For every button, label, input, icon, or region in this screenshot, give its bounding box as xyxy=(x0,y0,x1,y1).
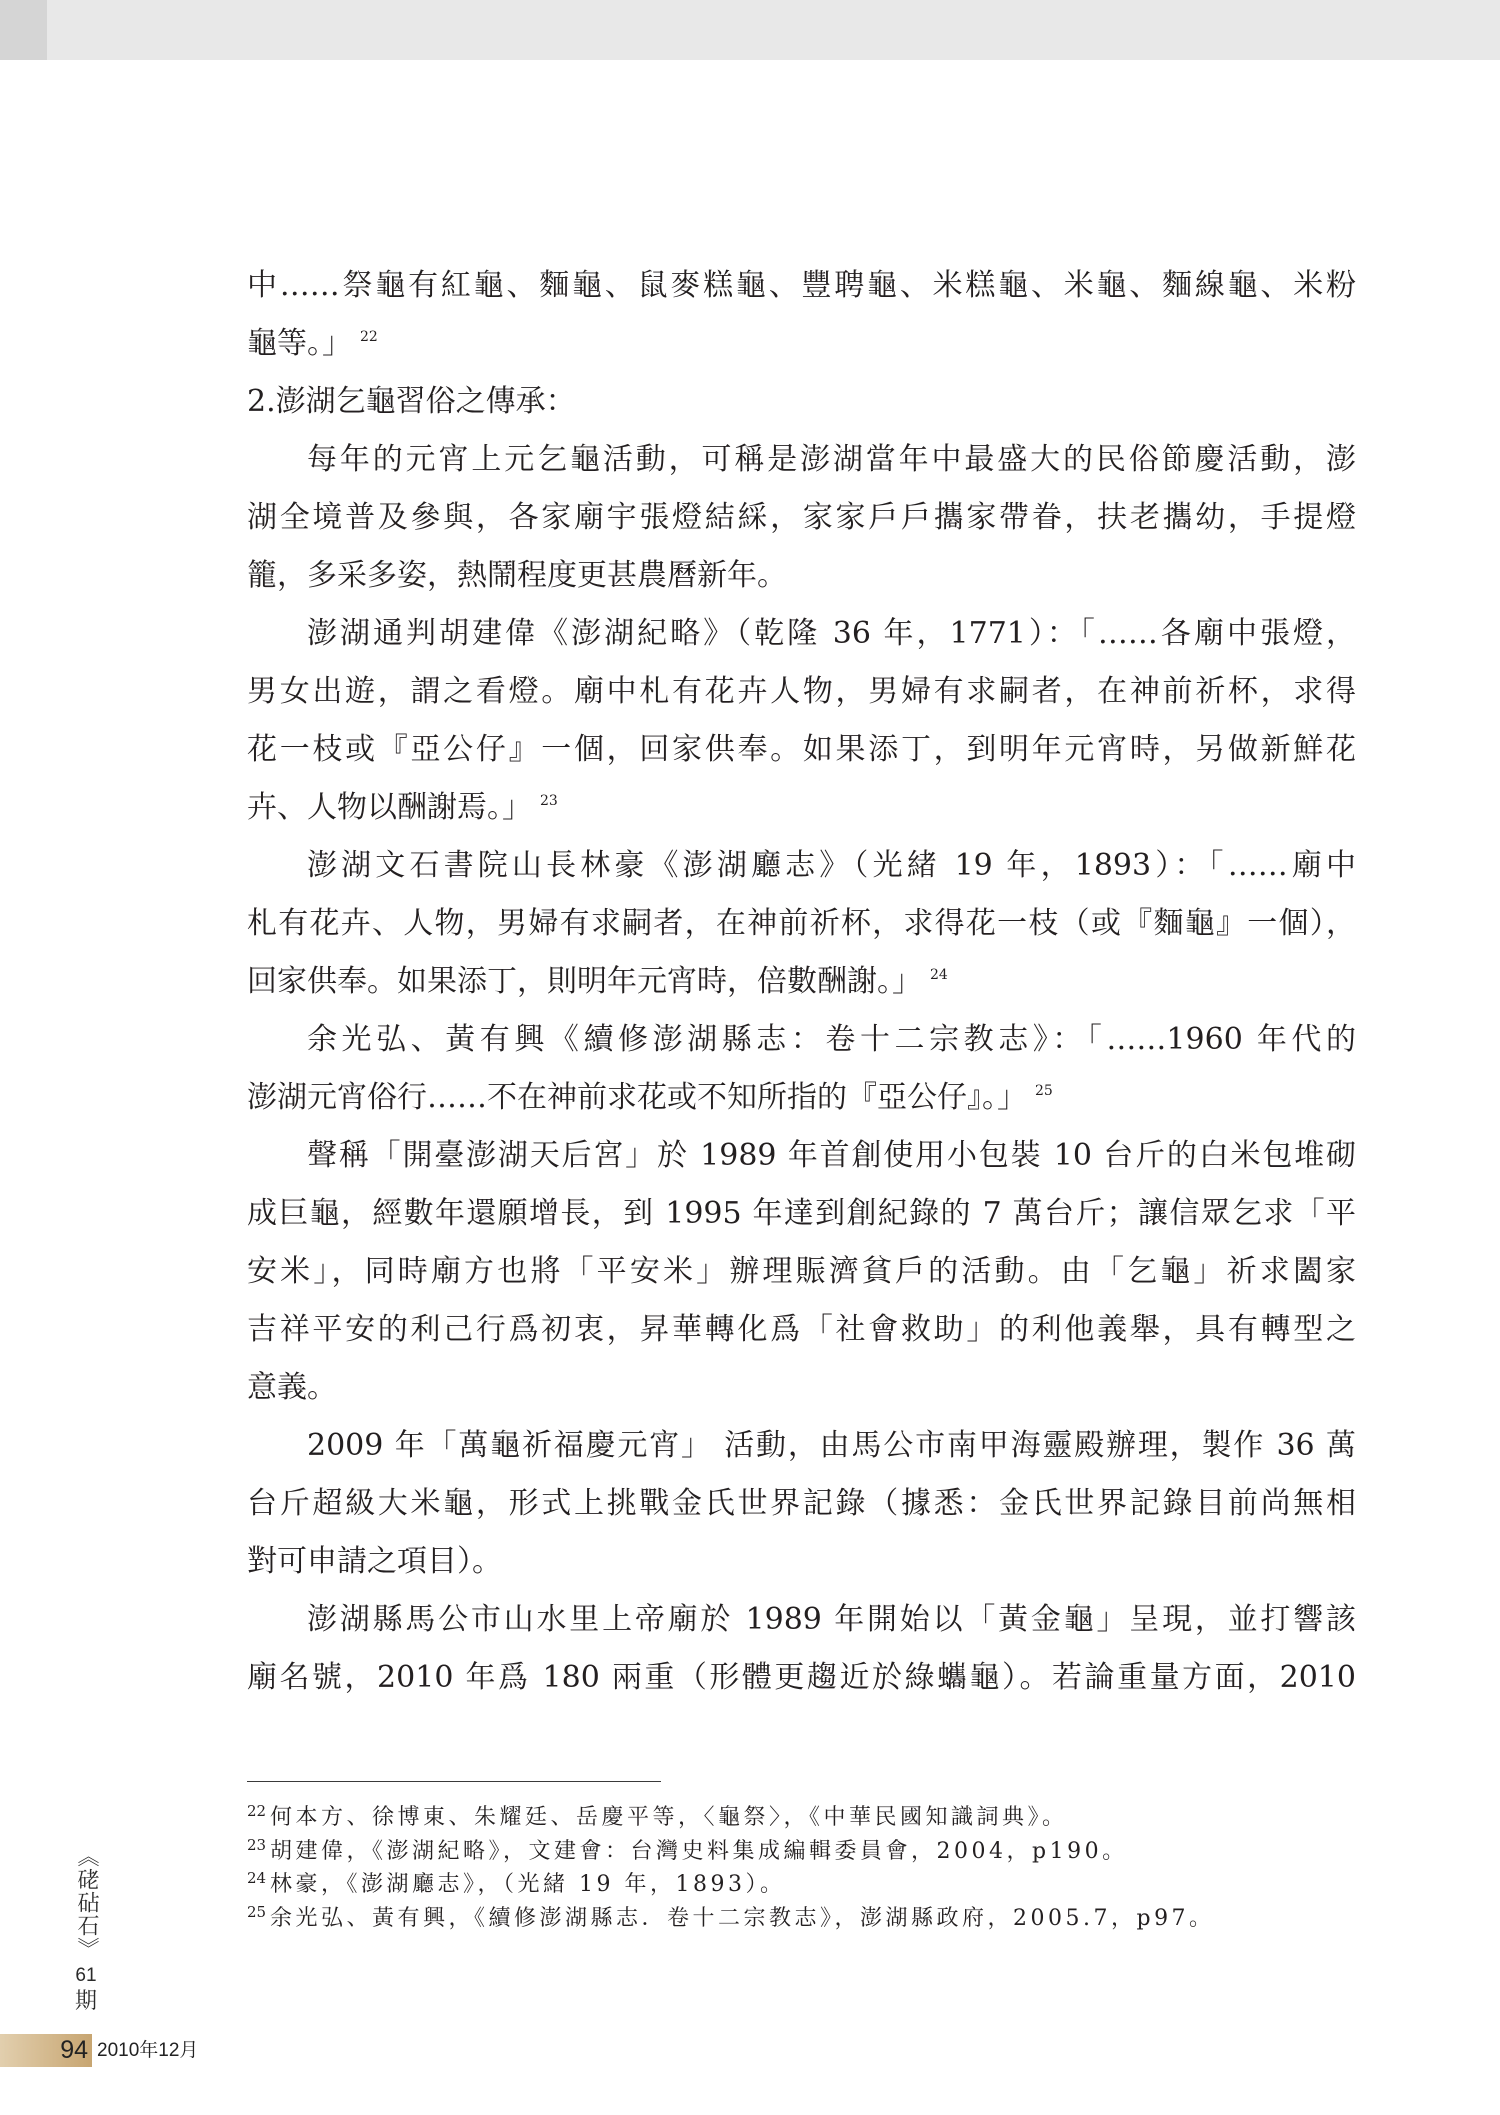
scan-edge-band xyxy=(47,0,1500,60)
body-line: 2009 年「萬龜祈福慶元宵」 活動，由馬公市南甲海靈殿辦理，製作 36 萬 xyxy=(307,1428,1356,1463)
issue-number: 61 xyxy=(75,1965,97,1986)
footnote-text: 林豪，《澎湖廳志》，（光緒 19 年，1893）。 xyxy=(270,1872,786,1897)
footnote-ref: 24 xyxy=(930,967,948,983)
continued-paragraph xyxy=(247,257,1356,373)
body-line: 意義。 xyxy=(247,1370,337,1405)
body-line-text: 澎湖元宵俗行……不在神前求花或不知所指的『亞公仔』。」 xyxy=(247,1080,1027,1115)
body-line: 安米」，同時廟方也將「平安米」辦理賑濟貧戶的活動。由「乞龜」祈求闔家 xyxy=(247,1254,1356,1289)
body-line: 台斤超級大米龜，形式上挑戰金氏世界記錄（據悉：金氏世界記錄目前尚無相 xyxy=(247,1486,1356,1521)
footnote-ref: 25 xyxy=(1035,1083,1053,1099)
magazine-issue-label xyxy=(70,1845,102,2016)
body-line: 中……祭龜有紅龜、麵龜、鼠麥糕龜、豐聘龜、米糕龜、米龜、麵線龜、米粉 xyxy=(247,268,1356,303)
body-line-text: 龜等。」 xyxy=(247,326,352,361)
footnote-text: 余光弘、黃有興，《續修澎湖縣志．卷十二宗教志》，澎湖縣政府，2005.7，p97。 xyxy=(270,1905,1215,1931)
footnote: 22 何本方、徐博東、朱耀廷、岳慶平等，〈龜祭〉，《中華民國知識詞典》。 xyxy=(247,1802,1068,1830)
paragraph xyxy=(247,1011,1356,1127)
body-line-text: 卉、人物以酬謝焉。」 xyxy=(247,790,532,825)
body-line: 札有花卉、人物，男婦有求嗣者，在神前祈杯，求得花一枝（或『麵龜』一個）， xyxy=(247,906,1356,941)
issue-unit: 期 xyxy=(74,1989,97,2014)
body-line: 成巨龜，經數年還願增長，到 1995 年達到創紀錄的 7 萬台斤；讓信眾乞求「平 xyxy=(247,1196,1356,1231)
body-line xyxy=(247,315,1356,373)
body-line: 湖全境普及參與，各家廟宇張燈結綵，家家戶戶攜家帶眷，扶老攜幼，手提燈 xyxy=(247,500,1356,535)
body-line: 澎湖通判胡建偉《澎湖紀略》（乾隆 36 年，1771）：「……各廟中張燈， xyxy=(307,616,1356,651)
page-number: 94 xyxy=(60,2036,88,2064)
body-line xyxy=(247,1069,1356,1127)
body-line: 花一枝或『亞公仔』一個，回家供奉。如果添丁，到明年元宵時，另做新鮮花 xyxy=(247,732,1356,767)
footnote: 24 林豪，《澎湖廳志》，（光緒 19 年，1893）。 xyxy=(247,1869,786,1897)
body-line: 廟名號，2010 年爲 180 兩重（形體更趨近於綠蠵龜）。若論重量方面，2010 xyxy=(247,1660,1356,1695)
body-line: 每年的元宵上元乞龜活動，可稱是澎湖當年中最盛大的民俗節慶活動，澎 xyxy=(307,442,1356,477)
body-line: 籠，多采多姿，熱鬧程度更甚農曆新年。 xyxy=(247,558,787,593)
body-line: 余光弘、黃有興《續修澎湖縣志：卷十二宗教志》：「……1960 年代的 xyxy=(307,1022,1356,1057)
scan-edge-corner xyxy=(0,0,47,60)
body-line: 吉祥平安的利己行爲初衷，昇華轉化爲「社會救助」的利他義舉，具有轉型之 xyxy=(247,1312,1356,1347)
paragraph xyxy=(247,431,1356,605)
body-line-text: 回家供奉。如果添丁，則明年元宵時，倍數酬謝。」 xyxy=(247,964,922,999)
footnote-text: 何本方、徐博東、朱耀廷、岳慶平等，〈龜祭〉，《中華民國知識詞典》。 xyxy=(270,1805,1068,1830)
footnote: 25 余光弘、黃有興，《續修澎湖縣志．卷十二宗教志》，澎湖縣政府，2005.7，p97。 xyxy=(247,1902,1215,1931)
issue-date: 2010年12月 xyxy=(97,2040,199,2061)
body-line: 對可申請之項目）。 xyxy=(247,1544,502,1579)
paragraph xyxy=(247,1591,1356,1707)
body-line: 澎湖縣馬公市山水里上帝廟於 1989 年開始以「黃金龜」呈現，並打響該 xyxy=(307,1602,1356,1637)
body-line xyxy=(247,779,1356,837)
body-line: 男女出遊，謂之看燈。廟中札有花卉人物，男婦有求嗣者，在神前祈杯，求得 xyxy=(247,674,1356,709)
body-line: 澎湖文石書院山長林豪《澎湖廳志》（光緒 19 年，1893）：「……廟中 xyxy=(307,848,1356,883)
body-line xyxy=(247,953,1356,1011)
paragraph xyxy=(247,1417,1356,1591)
magazine-title: 《硓砧石》 xyxy=(74,1845,99,1960)
footnote-text: 胡建偉，《澎湖紀略》，文建會：台灣史料集成編輯委員會，2004，p190。 xyxy=(270,1838,1128,1864)
paragraph xyxy=(247,837,1356,1011)
footnotes xyxy=(247,1801,1447,1935)
paragraph xyxy=(247,605,1356,837)
page-number-tab xyxy=(0,2034,92,2067)
footnote-separator xyxy=(247,1781,661,1782)
section-heading: 2.澎湖乞龜習俗之傳承： xyxy=(247,384,576,419)
body-line: 聲稱「開臺澎湖天后宮」於 1989 年首創使用小包裝 10 台斤的白米包堆砌 xyxy=(307,1138,1356,1173)
article-body xyxy=(247,257,1356,1707)
footnote-ref: 22 xyxy=(360,329,378,345)
footnote-ref: 23 xyxy=(540,793,558,809)
paragraph xyxy=(247,1127,1356,1417)
footnote: 23 胡建偉，《澎湖紀略》，文建會：台灣史料集成編輯委員會，2004，p190。 xyxy=(247,1835,1128,1864)
